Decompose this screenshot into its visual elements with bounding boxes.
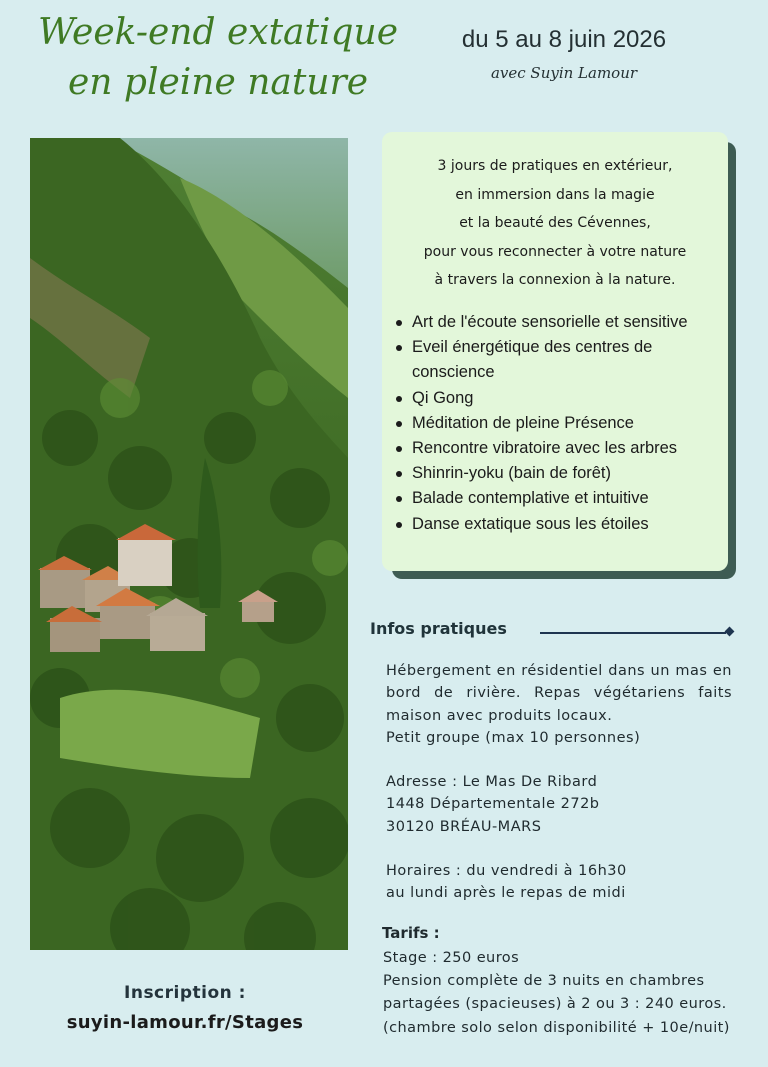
hours-line: Horaires : du vendredi à 16h30 bbox=[386, 863, 627, 880]
accommodation-text: Hébergement en résidentiel dans un mas en bord de rivière. Repas végétariens faits maison avec produits locaux. bbox=[386, 663, 732, 724]
list-item: Balade contemplative et intuitive bbox=[394, 486, 724, 511]
intro-line: à travers la connexion à la nature. bbox=[434, 272, 676, 288]
intro-line: 3 jours de pratiques en extérieur, bbox=[437, 158, 673, 174]
hours-line: au lundi après le repas de midi bbox=[386, 885, 626, 902]
list-item: Shinrin-yoku (bain de forêt) bbox=[394, 461, 724, 486]
list-item: Eveil énergétique des centres de conscience bbox=[394, 335, 724, 385]
title-line-1: Week-end extatique bbox=[37, 12, 399, 53]
intro-line: pour vous reconnecter à votre nature bbox=[423, 243, 687, 260]
heading-divider bbox=[540, 632, 726, 634]
program-card bbox=[382, 132, 728, 571]
list-item: Art de l'écoute sensorielle et sensitive bbox=[394, 310, 724, 335]
landscape-photo bbox=[30, 138, 348, 950]
event-title bbox=[28, 8, 408, 108]
program-intro bbox=[382, 152, 728, 295]
list-item: Qi Gong bbox=[394, 386, 724, 411]
list-item: Méditation de pleine Présence bbox=[394, 411, 724, 436]
event-host: avec Suyin Lamour bbox=[490, 64, 638, 82]
intro-line: et la beauté des Cévennes, bbox=[459, 215, 651, 231]
divider-diamond-icon bbox=[725, 627, 735, 637]
intro-line: en immersion dans la magie bbox=[455, 186, 655, 203]
address-line: 1448 Départementale 272b bbox=[386, 796, 600, 813]
group-text: Petit groupe (max 10 personnes) bbox=[386, 729, 641, 746]
infos-body bbox=[386, 660, 732, 905]
address-line: 30120 BRÉAU-MARS bbox=[386, 818, 542, 835]
tarifs-heading: Tarifs : bbox=[382, 924, 440, 942]
tarif-line: Stage : 250 euros bbox=[383, 950, 520, 966]
title-line-2: en pleine nature bbox=[67, 62, 369, 103]
tarif-line: partagées (spacieuses) à 2 ou 3 : 240 euros. bbox=[383, 996, 727, 1013]
event-dates: du 5 au 8 juin 2026 bbox=[461, 26, 667, 53]
infos-heading: Infos pratiques bbox=[370, 619, 507, 638]
program-list bbox=[394, 310, 724, 537]
tarif-line: (chambre solo selon disponibilité + 10e/nuit) bbox=[383, 1019, 730, 1036]
tarif-line: Pension complète de 3 nuits en chambres bbox=[383, 973, 705, 990]
inscription-label: Inscription : bbox=[124, 983, 246, 1003]
list-item: Rencontre vibratoire avec les arbres bbox=[394, 436, 724, 461]
inscription-link[interactable]: suyin-lamour.fr/Stages bbox=[66, 1012, 304, 1033]
tarifs-body bbox=[383, 947, 758, 1040]
address-line: Adresse : Le Mas De Ribard bbox=[386, 774, 598, 791]
list-item: Danse extatique sous les étoiles bbox=[394, 512, 724, 537]
